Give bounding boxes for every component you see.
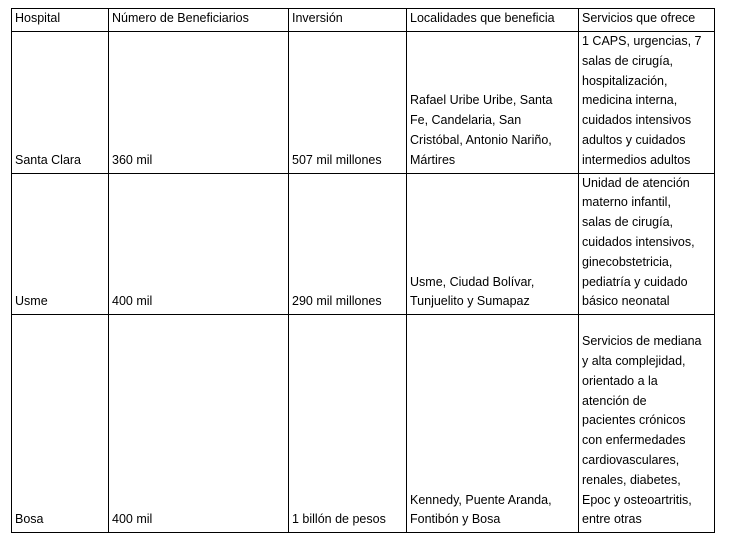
table-row: [12, 32, 715, 174]
cell-beneficiarios: 400 mil: [109, 173, 289, 315]
cell-localidades: Kennedy, Puente Aranda, Fontibón y Bosa: [407, 315, 579, 533]
table-header-row: [12, 9, 715, 32]
header-beneficiarios: Número de Beneficiarios: [109, 9, 289, 32]
table-row: [12, 173, 715, 315]
cell-inversion: 290 mil millones: [289, 173, 407, 315]
hospitals-table: [11, 8, 715, 533]
header-servicios: Servicios que ofrece: [579, 9, 715, 32]
cell-localidades: Usme, Ciudad Bolívar, Tunjuelito y Sumapaz: [407, 173, 579, 315]
cell-beneficiarios: 360 mil: [109, 32, 289, 174]
cell-hospital: Bosa: [12, 315, 109, 533]
cell-servicios: Servicios de mediana y alta complejidad, orientado a la atención de pacientes crónicos con enfermedades cardiovasculares, renales, diabetes, Epoc y osteoartritis, entre otras: [579, 315, 715, 533]
cell-localidades: Rafael Uribe Uribe, Santa Fe, Candelaria, San Cristóbal, Antonio Nariño, Mártires: [407, 32, 579, 174]
cell-inversion: 507 mil millones: [289, 32, 407, 174]
header-localidades: Localidades que beneficia: [407, 9, 579, 32]
cell-servicios: Unidad de atención materno infantil, salas de cirugía, cuidados intensivos, ginecobstetricia, pediatría y cuidado básico neonatal: [579, 173, 715, 315]
cell-hospital: Usme: [12, 173, 109, 315]
cell-inversion: 1 billón de pesos: [289, 315, 407, 533]
header-inversion: Inversión: [289, 9, 407, 32]
cell-hospital: Santa Clara: [12, 32, 109, 174]
cell-beneficiarios: 400 mil: [109, 315, 289, 533]
table-row: [12, 315, 715, 533]
cell-servicios: 1 CAPS, urgencias, 7 salas de cirugía, hospitalización, medicina interna, cuidados intensivos adultos y cuidados intermedios adultos: [579, 32, 715, 174]
header-hospital: Hospital: [12, 9, 109, 32]
